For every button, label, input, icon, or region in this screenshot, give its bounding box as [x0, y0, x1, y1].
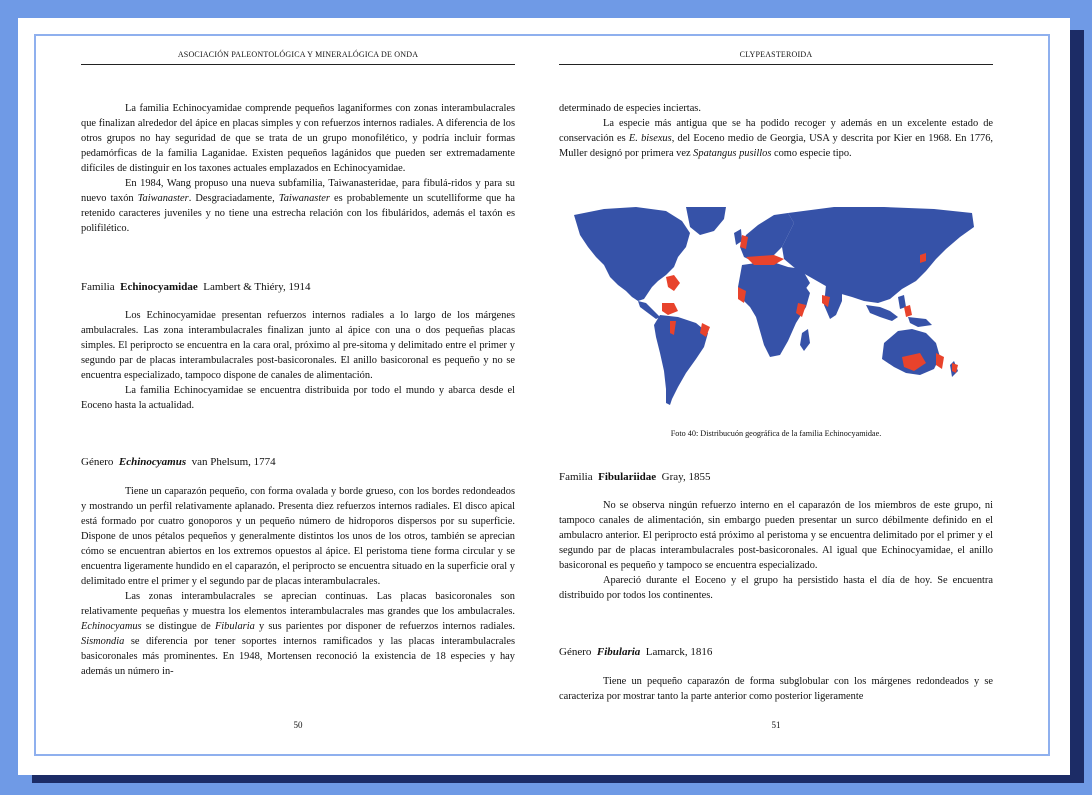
- central-america: [638, 301, 660, 319]
- intro-paragraph-2: En 1984, Wang propuso una nueva subfamilia, Taiwanasteridae, para fibulá-ridos y para su nuevo taxón Taiwanaster. Desgraciadamente, Taiwanaster es probablemente un scutelliforme que ha retenido caracteres juveniles y no tiene una estrecha relación con los fibuláridos, además el taxón es polifilético.: [81, 178, 515, 234]
- greenland: [686, 207, 726, 235]
- page-number-left: 50: [293, 720, 303, 730]
- genus-heading-echinocyamus: Género Echinocyamus van Phelsum, 1774: [81, 456, 276, 468]
- genus-block-right: [559, 674, 993, 704]
- intro-paragraph-1: La familia Echinocyamidae comprende pequeños laganiformes con zonas interambulacrales que finalizan alrededor del ápice en placas simples y con refuerzos internos radiales. A diferencia de los otros grupos no hay seguridad de que se trata de un grupo monofilético, y podría incluir formas pedamórficas de la familia Laganidae. Existen pequeños lagánidos que pueden ser extremadamente difíciles de distinguir en los taxones actuales emplazados en Echinocyamidae.: [81, 103, 515, 174]
- genus-block-left: [81, 484, 515, 679]
- header-rule-left: [81, 64, 515, 65]
- family-block-right: [559, 498, 993, 603]
- family-heading-fibulariidae: Familia Fibulariidae Gray, 1855: [559, 471, 711, 483]
- continuation-paragraph: determinado de especies inciertas.: [559, 103, 701, 114]
- figure-caption: Foto 40: Distribucuón geográfica de la familia Echinocyamidae.: [670, 429, 882, 438]
- continuation-block: [559, 101, 993, 161]
- genus-paragraph-1: Tiene un caparazón pequeño, con forma ovalada y borde grueso, con los bordes redondeados y mostrando un perfil relativamente aplanado. Presenta diez refuerzos internos radiales. El disco apical está formado por cuatro gonoporos y un pequeño número de hidroporos dispersos por su superficie. Dispone de unos pétalos pequeños y generalmente distintos los unos de los otros, también se aprecian cómo se encuentran abiertos en los extremos opuestos al ápice. El peristoma tiene forma circular y se encuentra ligeramente hundido en el caparazón, el periprocto se encuentra situado en la superficie oral y delimitado entre el primer y el segundo par de placas interambulacrales.: [81, 486, 515, 587]
- madagascar: [800, 329, 810, 351]
- asia: [782, 207, 974, 303]
- running-head-right: CLYPEASTEROIDA: [739, 50, 813, 59]
- running-head-left: ASOCIACIÓN PALEONTOLÓGICA Y MINERALÓGICA DE ONDA: [177, 50, 419, 59]
- continents: [574, 207, 974, 405]
- distribution-map: [574, 207, 976, 407]
- genus-heading-fibularia: Género Fibularia Lamarck, 1816: [559, 646, 713, 658]
- genus-paragraph-2: Las zonas interambulacrales se aprecian continuas. Las placas basicoronales son relativamente pequeñas y muestra los elementos interambulacrales mas grandes que los ambulacrales. Echinocyamus se distingue de Fibularia y sus parientes por disponer de refuerzos internos radiales. Sismondia se diferencia por tener soportes internos ramificados y las placas interambulacrales basicoronales más prominentes. En 1948, Mortensen reconoció la existencia de 18 especies y hay además un número in-: [81, 591, 515, 677]
- family-heading-echinocyamidae: Familia Echinocyamidae Lambert & Thiéry, 1914: [81, 281, 311, 293]
- fibulariidae-paragraph-2: Apareció durante el Eoceno y el grupo ha persistido hasta el día de hoy. Se encuentra distribuido por todos los continentes.: [559, 575, 993, 601]
- south-america: [654, 315, 708, 405]
- family-block-left: [81, 308, 515, 413]
- world-map-figure: [574, 207, 976, 407]
- family-paragraph-1: Los Echinocyamidae presentan refuerzos internos radiales a lo largo de los márgenes ambulacrales. Las zona interambulacrales finalizan junto al ápice con una o dos pequeñas placas simples. El periprocto se encuentra en la cara oral, próximo al pre-sitoma y delimitado entre el primer y segundo par de placas interambulacrales post-basicoronales. El anillo basicoronal es pequeño y no se encuentra especializado, tampoco dispone de canales de alimentación.: [81, 310, 515, 381]
- family-paragraph-2: La familia Echinocyamidae se encuentra distribuida por todo el mundo y abarca desde el Eoceno hasta la actualidad.: [81, 385, 515, 411]
- fibulariidae-paragraph-1: No se observa ningún refuerzo interno en el caparazón de los miembros de este grupo, ni tampoco canales de alimentación, sin embargo pueden presentar un surco débilmente definido en el ambulacro anterior. El periprocto está próximo al peristoma y se encuentra delimitado por el primer y el segundo par de placas interambulacrales post-basicoronales. Al igual que Echinocyamidae, el anillo basicoronal es pequeño y tampoco se encuentra especializado.: [559, 500, 993, 571]
- new-guinea: [908, 317, 932, 327]
- oldest-species-paragraph: La especie más antigua que se ha podido recoger y además en un excelente estado de conservación es E. bisexus, del Eoceno medio de Georgia, USA y descrita por Kier en 1968. En 1776, Muller designó por primera vez Spatangus pusillos como especie tipo.: [559, 118, 994, 159]
- range-indonesia: [904, 305, 912, 317]
- page-number-right: 51: [771, 720, 781, 730]
- header-rule-right: [559, 64, 993, 65]
- range-east-us: [666, 275, 680, 291]
- book-spread: [18, 18, 1070, 775]
- indonesia: [866, 305, 898, 321]
- fibularia-paragraph: Tiene un pequeño caparazón de forma subglobular con los márgenes redondeados y se caracteriza por mostrar tanto la parte anterior como posterior ligeramente: [559, 676, 993, 702]
- range-caribbean: [662, 303, 678, 315]
- intro-block: [81, 101, 515, 236]
- range-east-australia: [936, 353, 944, 369]
